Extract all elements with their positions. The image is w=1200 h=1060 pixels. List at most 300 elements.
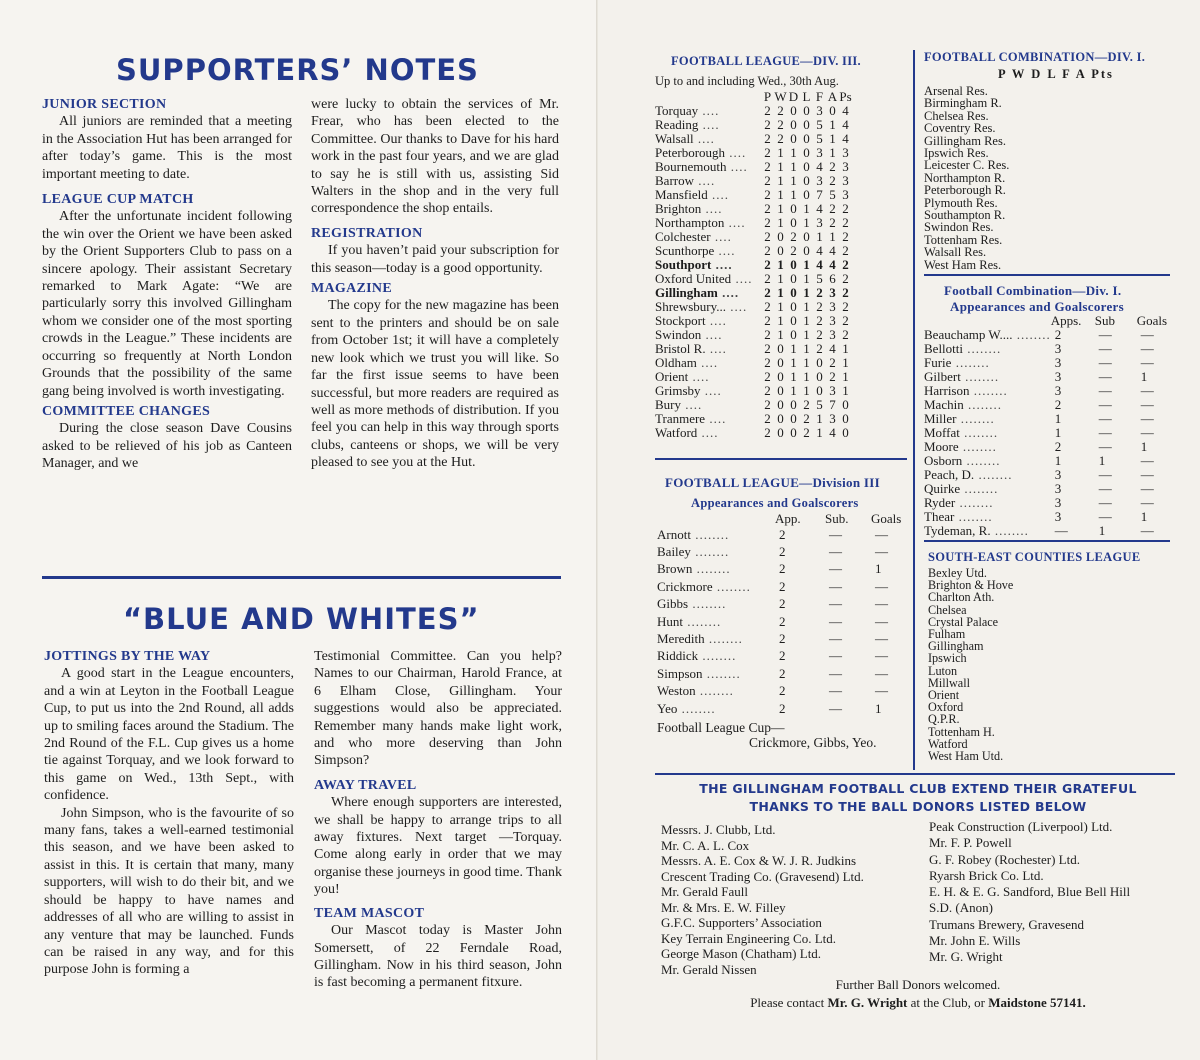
team-name: Orient xyxy=(655,369,689,384)
stat-cell: — xyxy=(1098,439,1112,454)
stat-cell: 1 xyxy=(803,327,810,342)
stat-cell: 0 xyxy=(803,173,810,188)
player-name: Bailey xyxy=(657,544,691,560)
player-name: Peach, D. xyxy=(924,467,975,482)
stat-cell: 1 xyxy=(790,145,797,160)
league-cup-heading: LEAGUE CUP MATCH xyxy=(42,192,194,208)
blue-whites-col1 xyxy=(44,648,294,979)
table-row: Scunthorpe .... 2 0 2 0 4 4 2 xyxy=(655,244,852,258)
stat-cell: 1 xyxy=(842,341,849,356)
stat-cell: 1 xyxy=(803,313,810,328)
stat-cell: 4 xyxy=(816,159,823,174)
div3-scorers-rule xyxy=(655,458,907,460)
donor-item: Mr. F. P. Powell xyxy=(929,835,1012,851)
list-item: Ipswich Res. xyxy=(924,146,989,161)
testimonial-text: John Simpson, who is the favourite of so many fans, takes a well-earned testimonial this season, and we have been asked to assist in this. It is certain that many, many supporters, will wish to do their bit, and we should be happy to have names and addresses of all who are willing to assist in any venture that may be launched. Funds can be raised in any way, and for this purpose John is forming a xyxy=(44,805,294,978)
committee-cont-text: were lucky to obtain the services of Mr. Frear, who has been elected to the Committee. Our thanks to Dave for his hard work in the past four years, and we are glad to say he is still with us, assisting Sid Walters in the shop and in the very full correspondence the shop entails. xyxy=(311,97,559,217)
jottings-heading: JOTTINGS BY THE WAY xyxy=(44,649,211,664)
stat-cell: — xyxy=(829,631,842,647)
stat-cell: 0 xyxy=(790,313,797,328)
comb-scorers-title: Football Combination—Div. I. xyxy=(944,283,1122,298)
team-name: Northampton xyxy=(655,215,725,230)
stat-cell: 0 xyxy=(816,369,823,384)
team-name: Gillingham xyxy=(655,285,718,300)
stat-cell: 2 xyxy=(764,257,771,272)
table-row: Bellotti ........ 3 — — xyxy=(924,342,1167,356)
stat-cell: 2 xyxy=(803,425,810,440)
stat-cell: 0 xyxy=(803,229,810,244)
combination-table xyxy=(924,50,1174,271)
stat-cell: 2 xyxy=(842,285,849,300)
stat-cell: 3 xyxy=(829,327,836,342)
donor-item: Crescent Trading Co. (Gravesend) Ltd. xyxy=(661,868,864,884)
stat-cell: 3 xyxy=(1054,383,1062,398)
div3-header-p: P xyxy=(763,89,772,104)
stat-cell: — xyxy=(1140,523,1154,538)
combination-title: FOOTBALL COMBINATION—DIV. I. xyxy=(924,50,1146,64)
team-name: Southport xyxy=(655,257,712,272)
player-name: Simpson xyxy=(657,665,703,681)
stat-cell: 1 xyxy=(777,201,784,216)
stat-cell: 1 xyxy=(803,215,810,230)
stat-cell: 2 xyxy=(779,665,786,681)
stat-cell: 2 xyxy=(842,313,849,328)
comb-goals-header: Goals xyxy=(1136,313,1168,328)
south-east-table xyxy=(928,550,1178,762)
stat-cell: — xyxy=(875,683,888,699)
magazine-text: The copy for the new magazine has been sent to the printers and should be on sale from October 1st; it will have a completely new look which we trust you will like. So far the first issue seems to have been successful, but more readers are required as well as more methods of distribution. If you feel you can help in this way through sports clubs, canteens or shops, we will be very pleased to see you at the Hut. xyxy=(311,298,559,471)
stat-cell: — xyxy=(1140,327,1154,342)
stat-cell: 3 xyxy=(816,145,823,160)
stat-cell: 1 xyxy=(803,341,810,356)
div3-scorers xyxy=(657,476,909,750)
player-name: Quirke xyxy=(924,481,961,496)
team-name: Bury xyxy=(655,397,681,412)
table-row: Weston ........ 2 — — xyxy=(657,683,901,700)
stat-cell: — xyxy=(875,665,888,681)
stat-cell: 1 xyxy=(803,271,810,286)
stat-cell: — xyxy=(1098,397,1112,412)
team-name: Stockport xyxy=(655,313,706,328)
div3-goals-header: Goals xyxy=(871,511,902,526)
stat-cell: 0 xyxy=(803,145,810,160)
table-row: Northampton .... 2 1 0 1 3 2 2 xyxy=(655,216,852,230)
stat-cell: 0 xyxy=(842,411,849,426)
stat-cell: 1 xyxy=(803,369,810,384)
table-row: Swindon .... 2 1 0 1 2 3 2 xyxy=(655,328,852,342)
donor-item: Mr. C. A. L. Cox xyxy=(661,837,750,853)
player-name: Gibbs xyxy=(657,596,689,612)
stat-cell: 1 xyxy=(777,145,784,160)
stat-cell: 4 xyxy=(829,425,836,440)
stat-cell: 2 xyxy=(764,355,771,370)
stat-cell: — xyxy=(829,665,842,681)
table-row: Gilbert ........ 3 — 1 xyxy=(924,370,1167,384)
table-row: Bury .... 2 0 0 2 5 7 0 xyxy=(655,398,852,412)
donor-item: Ryarsh Brick Co. Ltd. xyxy=(929,867,1044,883)
stat-cell: 0 xyxy=(803,131,810,146)
list-item: Chelsea Res. xyxy=(924,108,989,123)
team-col-header xyxy=(655,90,761,104)
stat-cell: 2 xyxy=(779,631,786,647)
junior-heading: JUNIOR SECTION xyxy=(42,97,167,112)
list-item: Tottenham Res. xyxy=(924,232,1003,247)
stat-cell: 1 xyxy=(875,561,882,577)
stat-cell: 2 xyxy=(842,327,849,342)
donor-item: G.F.C. Supporters’ Association xyxy=(661,915,822,930)
stat-cell: 3 xyxy=(1054,467,1062,482)
stat-cell: 2 xyxy=(764,187,771,202)
stat-cell: 5 xyxy=(816,117,823,132)
list-item: Charlton Ath. xyxy=(928,590,995,605)
list-item: Bexley Utd. xyxy=(928,566,987,580)
stat-cell: 2 xyxy=(764,397,771,412)
player-name: Harrison xyxy=(924,383,970,398)
stat-cell: 2 xyxy=(803,411,810,426)
stat-cell: 1 xyxy=(816,425,823,440)
stat-cell: 2 xyxy=(779,648,786,664)
stat-cell: 1 xyxy=(816,229,823,244)
table-row: Peterborough .... 2 1 1 0 3 1 3 xyxy=(655,146,852,160)
stat-cell: 0 xyxy=(777,229,784,244)
table-row: Moore ........ 2 — 1 xyxy=(924,440,1167,454)
list-item: Fulham xyxy=(928,627,966,642)
stat-cell: 0 xyxy=(777,411,784,426)
team-name: Mansfield xyxy=(655,187,708,202)
stat-cell: 2 xyxy=(764,271,771,286)
stat-cell: 2 xyxy=(777,117,784,132)
stat-cell: 1 xyxy=(777,327,784,342)
stat-cell: — xyxy=(829,648,842,664)
mascot-text: Our Mascot today is Master John Somersett, of 22 Ferndale Road, Gillingham. Now in his third season, John is fast becoming a permanent fitxure. xyxy=(314,923,562,991)
stat-cell: 1 xyxy=(777,271,784,286)
stat-cell: 2 xyxy=(764,159,771,174)
combination-team-list xyxy=(924,85,1174,271)
combination-scorers xyxy=(924,284,1174,538)
stat-cell: 2 xyxy=(764,341,771,356)
player-name: Tydeman, R. xyxy=(924,523,991,538)
stat-cell: 0 xyxy=(803,103,810,118)
stat-cell: 2 xyxy=(764,243,771,258)
stat-cell: 2 xyxy=(779,700,786,716)
stat-cell: — xyxy=(875,596,888,612)
team-name: Reading xyxy=(655,117,699,132)
table-row: Brown ........ 2 — 1 xyxy=(657,561,901,578)
stat-cell: 2 xyxy=(790,229,797,244)
table-row: Gillingham .... 2 1 0 1 2 3 2 xyxy=(655,286,852,300)
stat-cell: 3 xyxy=(829,411,836,426)
stat-cell: 1 xyxy=(777,285,784,300)
team-name: Bournemouth xyxy=(655,159,727,174)
table-row: Shrewsbury... .... 2 1 0 1 2 3 2 xyxy=(655,300,852,314)
table-row: Riddick ........ 2 — — xyxy=(657,648,901,665)
donor-item: Mr. Gerald Faull xyxy=(661,884,749,899)
donors-footer1: Further Ball Donors welcomed. xyxy=(835,977,1001,992)
stat-cell: — xyxy=(1140,383,1154,398)
stat-cell: 7 xyxy=(829,397,836,412)
stat-cell: 3 xyxy=(816,103,823,118)
committee-text: During the close season Dave Cousins asked to be relieved of his job as Canteen Manager, and we xyxy=(42,421,292,472)
stat-cell: 1 xyxy=(1140,369,1148,384)
list-item: Birmingham R. xyxy=(924,96,1002,111)
stat-cell: 3 xyxy=(829,313,836,328)
div3-header-l: L xyxy=(802,89,811,104)
donor-item: E. H. & E. G. Sandford, Blue Bell Hill xyxy=(929,884,1131,900)
stat-cell: — xyxy=(829,613,842,629)
div3-header-f: F xyxy=(815,89,824,104)
stat-cell: 2 xyxy=(829,159,836,174)
stat-cell: 2 xyxy=(816,285,823,300)
list-item: Leicester C. Res. xyxy=(924,158,1010,173)
donor-item: Key Terrain Engineering Co. Ltd. xyxy=(661,930,837,946)
stat-cell: — xyxy=(875,648,888,664)
away-travel-heading: AWAY TRAVEL xyxy=(314,777,417,793)
stat-cell: 2 xyxy=(1054,397,1062,412)
stat-cell: 3 xyxy=(1054,355,1062,370)
team-name: Scunthorpe xyxy=(655,243,715,258)
registration-heading: REGISTRATION xyxy=(311,225,423,241)
table-row: Reading .... 2 2 0 0 5 1 4 xyxy=(655,118,852,132)
list-item: Northampton R. xyxy=(924,170,1006,185)
donor-item: Mr. & Mrs. E. W. Filley xyxy=(661,899,786,915)
table-row: Miller ........ 1 — — xyxy=(924,412,1167,426)
stat-cell: — xyxy=(1098,383,1112,398)
stat-cell: 0 xyxy=(829,103,836,118)
stat-cell: 3 xyxy=(829,285,836,300)
table-row: Ryder ........ 3 — — xyxy=(924,496,1167,510)
team-name: Grimsby xyxy=(655,383,701,398)
stat-cell: 0 xyxy=(842,397,849,412)
stat-cell: 4 xyxy=(829,257,836,272)
div3-table xyxy=(655,90,852,440)
stat-cell: — xyxy=(1098,495,1112,510)
stat-cell: 2 xyxy=(764,131,771,146)
player-name: Furie xyxy=(924,355,952,370)
stat-cell: — xyxy=(1140,425,1154,440)
stat-cell: 1 xyxy=(777,257,784,272)
list-item: Plymouth Res. xyxy=(924,195,998,210)
team-name: Bristol R. xyxy=(655,341,706,356)
stat-cell: 2 xyxy=(842,299,849,314)
supporters-notes-col1 xyxy=(42,96,292,473)
stat-cell: — xyxy=(1140,453,1154,468)
stat-cell: — xyxy=(1140,467,1154,482)
stat-cell: 3 xyxy=(829,383,836,398)
table-row: Bristol R. .... 2 0 1 1 2 4 1 xyxy=(655,342,852,356)
stat-cell: 2 xyxy=(816,299,823,314)
stat-cell: 1 xyxy=(777,215,784,230)
registration-text: If you haven’t paid your subscription for this season—today is a good opportunity. xyxy=(311,243,559,276)
supporters-notes-title: SUPPORTERS’ NOTES xyxy=(116,53,479,87)
team-name: Barrow xyxy=(655,173,694,188)
player-name: Bellotti xyxy=(924,341,963,356)
table-row: Moffat ........ 1 — — xyxy=(924,426,1167,440)
stat-cell: 0 xyxy=(790,425,797,440)
table-row: Stockport .... 2 1 0 1 2 3 2 xyxy=(655,314,852,328)
stat-cell: 0 xyxy=(777,369,784,384)
list-item: Walsall Res. xyxy=(924,245,987,260)
list-item: West Ham Utd. xyxy=(928,749,1004,764)
comb-apps-header: Apps. xyxy=(1050,313,1082,328)
stat-cell: 4 xyxy=(842,131,849,146)
stat-cell: 0 xyxy=(816,355,823,370)
donors-section xyxy=(658,781,1178,1010)
table-row: Yeo ........ 2 — 1 xyxy=(657,700,901,717)
team-name: Tranmere xyxy=(655,411,706,426)
stat-cell: 4 xyxy=(842,117,849,132)
stat-cell: 0 xyxy=(803,117,810,132)
list-item: Watford xyxy=(928,736,968,751)
stat-cell: 1 xyxy=(1054,425,1062,440)
stat-cell: — xyxy=(1140,341,1154,356)
list-item: Arsenal Res. xyxy=(924,84,988,98)
table-row: Orient .... 2 0 1 1 0 2 1 xyxy=(655,370,852,384)
stat-cell: 1 xyxy=(842,369,849,384)
list-item: West Ham Res. xyxy=(924,257,1002,272)
team-name: Peterborough xyxy=(655,145,726,160)
cup-label: Football League Cup— xyxy=(657,720,785,736)
stat-cell: 0 xyxy=(790,271,797,286)
stat-cell: 0 xyxy=(790,131,797,146)
stat-cell: 2 xyxy=(779,683,786,699)
list-item: Chelsea xyxy=(928,602,967,617)
div3-table-subtitle: Up to and including Wed., 30th Aug. xyxy=(655,74,839,88)
donor-item: Mr. John E. Wills xyxy=(929,933,1021,949)
stat-cell: 4 xyxy=(829,243,836,258)
stat-cell: 2 xyxy=(816,327,823,342)
stat-cell: 2 xyxy=(764,117,771,132)
table-row: Colchester .... 2 0 2 0 1 1 2 xyxy=(655,230,852,244)
stat-cell: — xyxy=(1098,467,1112,482)
stat-cell: 3 xyxy=(842,173,849,188)
table-row: Crickmore ........ 2 — — xyxy=(657,578,901,595)
stat-cell: — xyxy=(829,700,842,716)
committee-heading: COMMITTEE CHANGES xyxy=(42,403,211,419)
stat-cell: 2 xyxy=(764,299,771,314)
table-row: Bournemouth .... 2 1 1 0 4 2 3 xyxy=(655,160,852,174)
junior-text: All juniors are reminded that a meeting in the Association Hut has been arranged for after today’s game. This is the most important meeting to date. xyxy=(42,114,292,182)
testimonial-cont-text: Testimonial Committee. Can you help? Names to our Chairman, Harold France, at 6 Elham Close, Gillingham. Your suggestions would also be appreciated. Remember many hands make light work, and who more deserving than John Simpson? xyxy=(314,649,562,769)
team-name: Colchester xyxy=(655,229,711,244)
stat-cell: 0 xyxy=(790,257,797,272)
team-name: Watford xyxy=(655,425,698,440)
mascot-heading: TEAM MASCOT xyxy=(314,905,425,921)
stat-cell: — xyxy=(875,613,888,629)
stat-cell: — xyxy=(1098,355,1112,370)
stat-cell: 3 xyxy=(1054,495,1062,510)
stat-cell: 0 xyxy=(816,383,823,398)
donor-item: S.D. (Anon) xyxy=(929,900,993,916)
player-name: Moffat xyxy=(924,425,960,440)
table-row: Tranmere .... 2 0 0 2 1 3 0 xyxy=(655,412,852,426)
player-name: Yeo xyxy=(657,700,678,716)
stat-cell: 2 xyxy=(764,229,771,244)
section-divider xyxy=(42,576,561,579)
stat-cell: 1 xyxy=(790,369,797,384)
stat-cell: 3 xyxy=(1054,509,1062,524)
stat-cell: 2 xyxy=(842,243,849,258)
div3-league-table xyxy=(655,54,907,440)
stat-cell: — xyxy=(875,526,888,542)
league-cup-text: After the unfortunate incident following the win over the Orient we have been asked by the Orient Supporters Club to pass on a sincere apology. Their assistant Secretary remarked to Mark Agate: “We are particularly sorry this involved Gillingham whom we consider one of the most sporting crowds in the League.” These incidents are occurring so frequently at North London Grounds that the possibility of the same gang being involved is worth investigating. xyxy=(42,209,292,399)
donors-footer2: Please contact Mr. G. Wright at the Club, or Maidstone 57141. xyxy=(750,994,1086,1010)
stat-cell: — xyxy=(1098,327,1112,342)
comb-sub-header: Sub xyxy=(1094,313,1115,328)
stat-cell: 0 xyxy=(777,243,784,258)
team-name: Swindon xyxy=(655,327,702,342)
stat-cell: — xyxy=(875,544,888,560)
stat-cell: 1 xyxy=(842,383,849,398)
stat-cell: — xyxy=(1098,369,1112,384)
stat-cell: 2 xyxy=(764,173,771,188)
stat-cell: 1 xyxy=(803,383,810,398)
stat-cell: 1 xyxy=(803,257,810,272)
combination-headers: P W D L F A Pts xyxy=(998,67,1114,81)
right-page xyxy=(598,0,1200,1060)
stat-cell: 2 xyxy=(842,229,849,244)
stat-cell: — xyxy=(1054,523,1068,538)
stat-cell: — xyxy=(1140,397,1154,412)
table-row: Thear ........ 3 — 1 xyxy=(924,510,1167,524)
stat-cell: 2 xyxy=(1054,439,1062,454)
stat-cell: — xyxy=(1098,509,1112,524)
stat-cell: 5 xyxy=(816,131,823,146)
cup-scorers: Crickmore, Gibbs, Yeo. xyxy=(749,735,877,751)
stat-cell: 1 xyxy=(875,700,882,716)
player-name: Thear xyxy=(924,509,955,524)
stat-cell: 0 xyxy=(777,341,784,356)
combination-rule xyxy=(924,274,1170,276)
table-row: Walsall .... 2 2 0 0 5 1 4 xyxy=(655,132,852,146)
list-item: Southampton R. xyxy=(924,208,1006,223)
stat-cell: 1 xyxy=(1054,453,1062,468)
stat-cell: 4 xyxy=(842,103,849,118)
stat-cell: 0 xyxy=(842,425,849,440)
blue-whites-col2 xyxy=(314,648,562,992)
stat-cell: 3 xyxy=(816,215,823,230)
table-row: Tydeman, R. ........ — 1 — xyxy=(924,524,1167,538)
table-row: Furie ........ 3 — — xyxy=(924,356,1167,370)
stat-cell: 3 xyxy=(829,299,836,314)
stat-cell: 2 xyxy=(764,215,771,230)
table-row: Peach, D. ........ 3 — — xyxy=(924,468,1167,482)
stat-cell: 0 xyxy=(790,201,797,216)
player-name: Hunt xyxy=(657,613,683,629)
stat-cell: 3 xyxy=(1054,369,1062,384)
team-name: Torquay xyxy=(655,103,699,118)
stat-cell: 2 xyxy=(829,201,836,216)
stat-cell: 2 xyxy=(1054,327,1062,342)
player-name: Weston xyxy=(657,683,696,699)
south-east-team-list xyxy=(928,567,1178,762)
comb-scorers-subtitle: Appearances and Goalscorers xyxy=(950,299,1124,314)
vertical-divider xyxy=(913,50,915,770)
jottings-text: A good start in the League encounters, and a win at Leyton in the Football League Cup, to put us into the 2nd Round, all adds up to smiling faces around the Stadium. The 2nd Round of the F.L. Cup gives us a home tie against Torquay, and we look forward to this game on Wed., 13th Sept., with confidence. xyxy=(44,666,294,804)
div3-scorers-subtitle: Appearances and Goalscorers xyxy=(691,496,859,510)
stat-cell: 2 xyxy=(842,257,849,272)
stat-cell: — xyxy=(829,526,842,542)
stat-cell: 1 xyxy=(829,117,836,132)
stat-cell: 2 xyxy=(764,201,771,216)
donor-item: Messrs. A. E. Cox & W. J. R. Judkins xyxy=(661,853,857,868)
stat-cell: 7 xyxy=(816,187,823,202)
stat-cell: 2 xyxy=(829,173,836,188)
team-name: Oxford United xyxy=(655,271,732,286)
stat-cell: 1 xyxy=(790,173,797,188)
stat-cell: 4 xyxy=(816,243,823,258)
stat-cell: 1 xyxy=(790,187,797,202)
supporters-notes-col2 xyxy=(311,96,559,472)
